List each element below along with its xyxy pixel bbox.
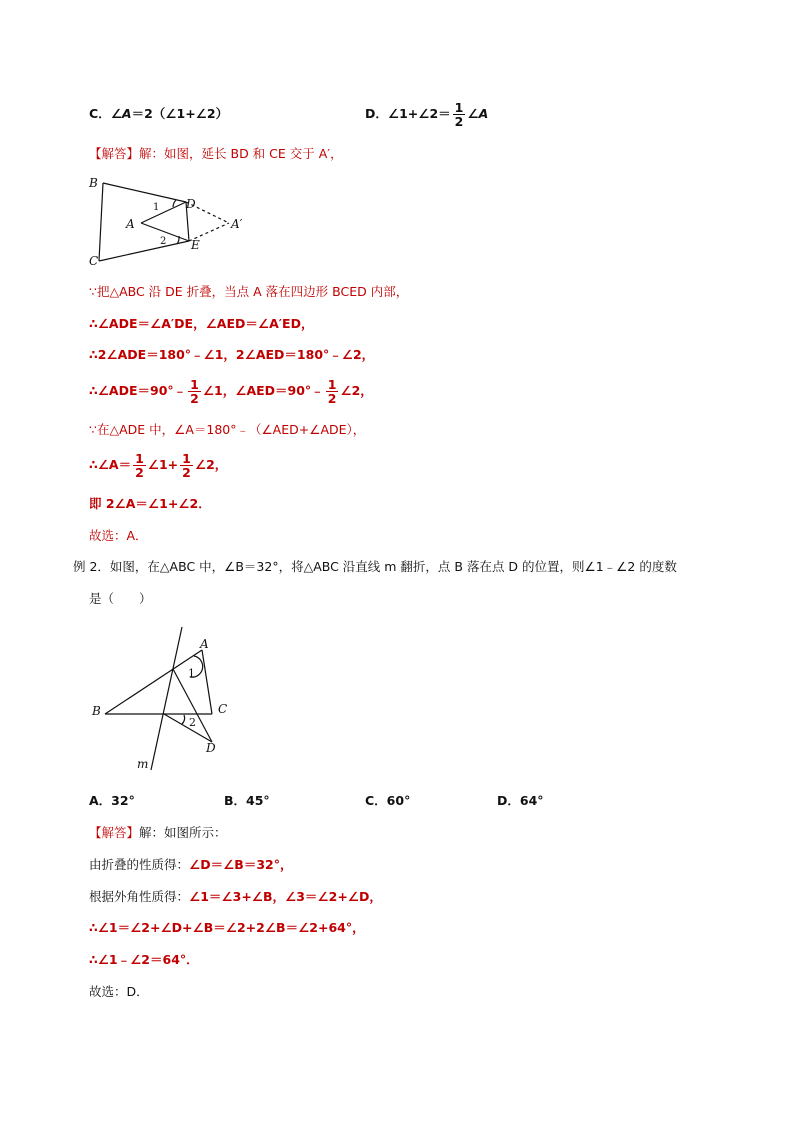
option-c-label: C．: [89, 106, 111, 121]
label-d: D: [206, 741, 216, 755]
label-d: D: [186, 197, 196, 211]
q1-step-3: ∴2∠ADE＝180°﹣∠1，2∠AED＝180°﹣∠2，: [89, 347, 375, 362]
label-c: C: [218, 702, 228, 716]
q1-answer-intro: 【解答】解：如图，延长 BD 和 CE 交于 A′，: [89, 146, 343, 161]
q2-option-a: A．32°: [89, 793, 135, 808]
option-d: D．∠1+∠2＝ $\frac{1}{2}$ ∠A: [365, 100, 489, 129]
q1-step-1: ∵把△ABC 沿 DE 折叠，当点 A 落在四边形 BCED 内部，: [89, 284, 409, 299]
figure-folded-triangle: [85, 170, 255, 270]
label-a-prime: A′: [231, 217, 243, 231]
fraction-half: $\frac{1}{2}$: [135, 451, 144, 480]
fraction-half: $\frac{1}{2}$: [327, 377, 337, 406]
label-angle-2: 2: [160, 236, 167, 247]
q2-option-d: D．64°: [497, 793, 544, 808]
q1-step-2: ∴∠ADE＝∠A′DE，∠AED＝∠A′ED，: [89, 316, 314, 331]
segment-bd: [103, 183, 186, 202]
segment-ce: [99, 241, 189, 261]
figure-fold-line-m: [85, 620, 245, 775]
q2-step-1: 由折叠的性质得：∠D＝∠B＝32°，: [89, 857, 293, 872]
q2-stem-line-2: 是（ ）: [89, 591, 152, 606]
q2-answer-intro: 【解答】解：如图所示：: [89, 825, 227, 840]
segment-ac: [202, 650, 212, 714]
q2-step-2: 根据外角性质得：∠1＝∠3+∠B，∠3＝∠2+∠D，: [89, 889, 382, 904]
label-angle-2: 2: [189, 716, 196, 729]
option-c: C．∠A＝2（∠1+∠2）: [89, 106, 229, 121]
label-c: C: [89, 254, 99, 268]
label-angle-1: 1: [188, 667, 195, 680]
q1-step-8: 故选：A．: [89, 528, 148, 543]
option-d-label: D．: [365, 106, 388, 121]
q2-step-4: ∴∠1﹣∠2＝64°．: [89, 952, 199, 967]
answer-tag: 【解答】: [89, 825, 140, 840]
segment-ad: [141, 202, 186, 223]
angle-2-arc: [182, 715, 185, 724]
q2-option-b: B．45°: [224, 793, 270, 808]
label-angle-1: 1: [153, 202, 160, 213]
q2-step-5: 故选：D．: [89, 984, 149, 999]
segment-ba: [105, 650, 202, 714]
fraction-half: $\frac{1}{2}$: [190, 377, 199, 406]
q1-step-5: ∵在△ADE 中，∠A＝180°﹣（∠AED+∠ADE），: [89, 422, 366, 437]
fraction-half: $\frac{1}{2}$: [454, 100, 464, 129]
label-e: E: [191, 238, 200, 252]
q2-option-c: C．60°: [365, 793, 411, 808]
answer-tag: 【解答】: [89, 146, 140, 161]
q2-stem-line-1: 例 2．如图，在△ABC 中，∠B＝32°，将△ABC 沿直线 m 翻折，点 B 落在点 D 的位置，则∠1﹣∠2 的度数: [73, 559, 677, 574]
fraction-half: $\frac{1}{2}$: [182, 451, 191, 480]
q1-step-7: 即 2∠A＝∠1+∠2．: [89, 496, 211, 511]
label-b: B: [92, 704, 101, 718]
q1-step-6: ∴∠A＝ $\frac{1}{2}$ ∠1+ $\frac{1}{2}$ ∠2，: [89, 451, 228, 480]
label-m: m: [137, 757, 149, 771]
q1-step-4: ∴∠ADE＝90°﹣ $\frac{1}{2}$ ∠1，∠AED＝90°﹣ $\frac{1}{2}$ ∠2，: [89, 377, 373, 406]
angle-1-arc: [173, 200, 176, 207]
label-a: A: [126, 217, 135, 231]
label-a: A: [200, 637, 209, 651]
line-m: [151, 627, 182, 770]
label-b: B: [89, 176, 98, 190]
segment-bc: [99, 183, 103, 261]
q2-step-3: ∴∠1＝∠2+∠D+∠B＝∠2+2∠B＝∠2+64°，: [89, 920, 365, 935]
